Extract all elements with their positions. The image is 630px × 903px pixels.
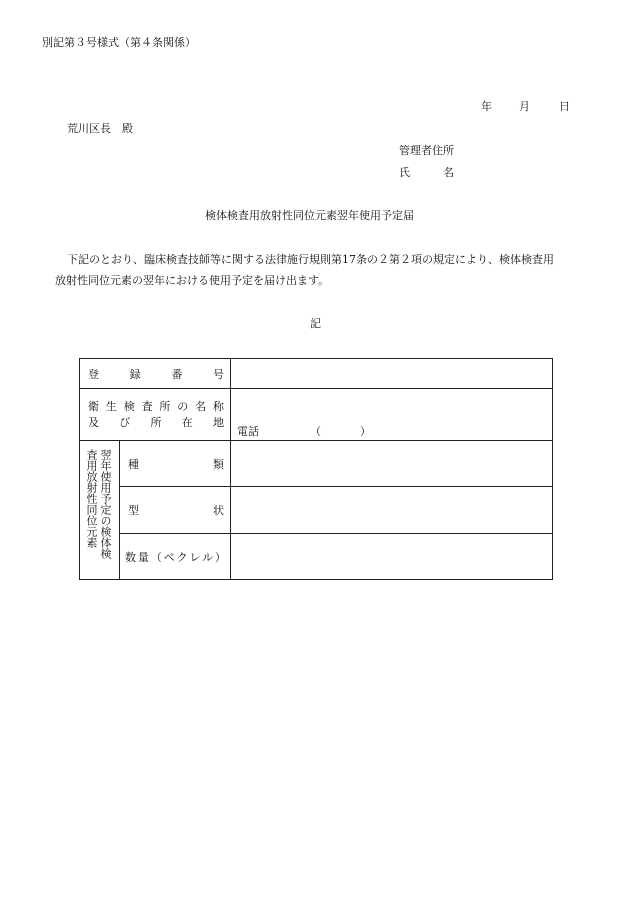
form-shape-label: 型状 <box>120 487 231 534</box>
ki-heading: 記 <box>310 317 321 330</box>
quantity-value[interactable] <box>231 534 553 580</box>
tel-paren-close: ） <box>360 425 371 438</box>
registration-number-label: 登録番号 <box>80 359 231 389</box>
form-shape-value[interactable] <box>231 487 553 534</box>
date-line <box>481 101 570 112</box>
type-label: 種類 <box>120 441 231 487</box>
group-label-col2: 査用放射性同位元素 <box>85 449 98 548</box>
form-table <box>79 358 553 580</box>
type-value[interactable] <box>231 441 553 487</box>
group-label-col1: 翌年使用予定の検体検 <box>99 449 112 559</box>
date-month: 月 <box>519 100 530 113</box>
form-id: 別記第３号様式（第４条関係） <box>42 36 196 49</box>
date-year: 年 <box>481 100 492 113</box>
tel-label: 電話 <box>237 425 259 438</box>
addressee: 荒川区長 殿 <box>67 122 133 135</box>
name-label: 氏 名 <box>399 166 454 179</box>
date-day: 日 <box>559 100 570 113</box>
facility-label-line2: 及び所在地 <box>88 415 224 429</box>
tel-paren-open: （ <box>310 425 321 438</box>
planned-usage-group-label <box>80 441 120 580</box>
body-line-1: 下記のとおり、臨床検査技師等に関する法律施行規則第17条の２第２項の規定により、検体検査用 <box>67 253 554 266</box>
document-title: 検体検査用放射性同位元素翌年使用予定届 <box>205 209 414 222</box>
facility-label-line1: 衛生検査所の名称 <box>88 399 224 413</box>
facility-label <box>80 389 231 441</box>
facility-value[interactable] <box>231 389 553 441</box>
body-line-2: 放射性同位元素の翌年における使用予定を届け出ます。 <box>55 274 330 287</box>
quantity-label: 数量（ベクレル） <box>120 534 231 580</box>
address-label: 管理者住所 <box>399 144 454 157</box>
registration-number-value[interactable] <box>231 359 553 389</box>
